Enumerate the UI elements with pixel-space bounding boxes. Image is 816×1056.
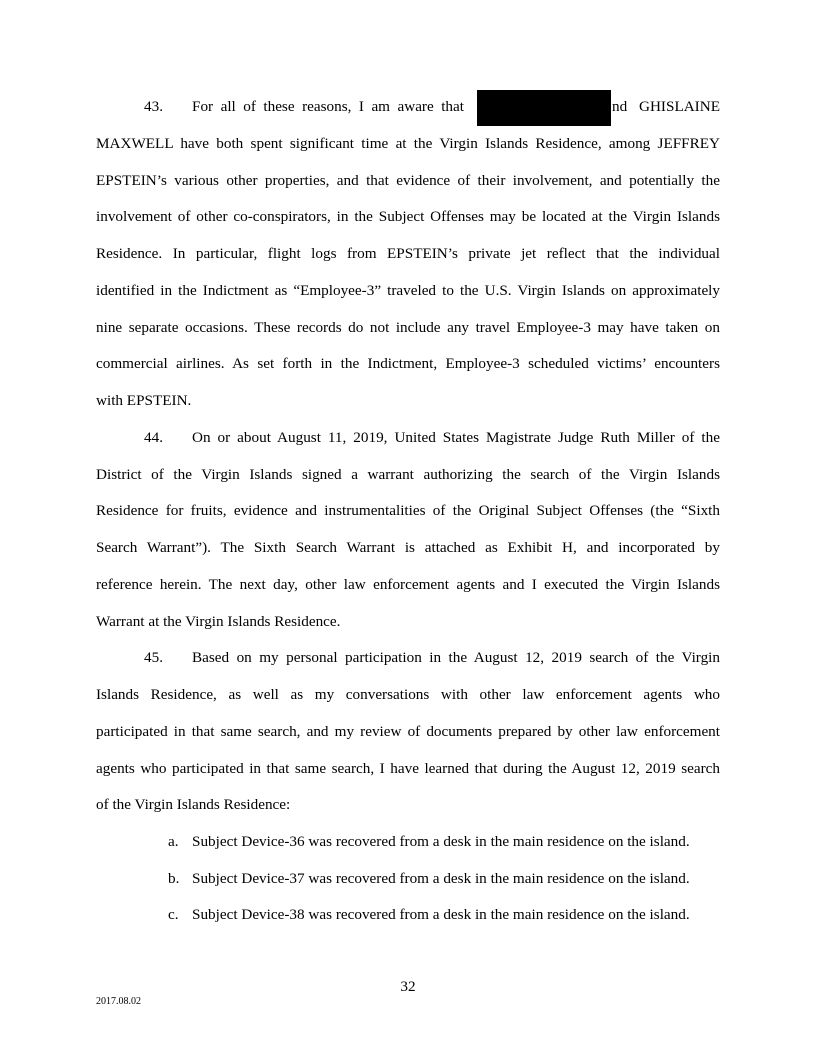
paragraph-43-line-4: involvement of other co-conspirators, in the Subject Offenses may be located at the Virgin Islands [96,208,720,225]
paragraph-43-line-7: nine separate occasions. These records do not include any travel Employee-3 may have taken on [96,319,720,336]
paragraph-43-line-8: commercial airlines. As set forth in the Indictment, Employee-3 scheduled victims’ encounters [96,355,720,372]
paragraph-number: 45. [144,649,163,666]
paragraph-43-line-6: identified in the Indictment as “Employee-3” traveled to the U.S. Virgin Islands on approximately [96,282,720,299]
list-item: b. Subject Device-37 was recovered from a desk in the main residence on the island. [168,870,690,887]
list-item: a. Subject Device-36 was recovered from a desk in the main residence on the island. [168,833,690,850]
paragraph-45-line-4: agents who participated in that same search, I have learned that during the August 12, 2019 search [96,760,720,777]
list-marker: a. [168,833,179,850]
list-marker: b. [168,870,180,887]
paragraph-43-line-5: Residence. In particular, flight logs from EPSTEIN’s private jet reflect that the individual [96,245,720,262]
paragraph-45-line-3: participated in that same search, and my review of documents prepared by other law enforcement [96,723,720,740]
paragraph-number: 44. [144,429,163,446]
paragraph-44-line-4: Search Warrant”). The Sixth Search Warrant is attached as Exhibit H, and incorporated by [96,539,720,556]
paragraph-44-line-6: Warrant at the Virgin Islands Residence. [96,613,341,630]
paragraph-44-line-2: District of the Virgin Islands signed a warrant authorizing the search of the Virgin Islands [96,466,720,483]
paragraph-43-line-1: 43. For all of these reasons, I am aware that [144,98,464,115]
paragraph-45-line-2: Islands Residence, as well as my conversations with other law enforcement agents who [96,686,720,703]
paragraph-44-line-3: Residence for fruits, evidence and instrumentalities of the Original Subject Offenses (the “Sixth [96,502,720,519]
redaction-box [477,90,611,126]
list-item: c. Subject Device-38 was recovered from a desk in the main residence on the island. [168,906,690,923]
paragraph-45-line-5: of the Virgin Islands Residence: [96,796,291,813]
paragraph-43-line-9: with EPSTEIN. [96,392,192,409]
paragraph-44-line-5: reference herein. The next day, other law enforcement agents and I executed the Virgin Islands [96,576,720,593]
paragraph-number: 43. [144,98,163,115]
paragraph-43-line-1-end: nd GHISLAINE [612,98,720,115]
list-marker: c. [168,906,179,923]
paragraph-43-line-2: MAXWELL have both spent significant time at the Virgin Islands Residence, among JEFFREY [96,135,720,152]
footer-date: 2017.08.02 [96,996,141,1007]
paragraph-45-line-1: 45. Based on my personal participation in the August 12, 2019 search of the Virgin [144,649,720,666]
paragraph-43-line-3: EPSTEIN’s various other properties, and that evidence of their involvement, and potentially the [96,172,720,189]
paragraph-44-line-1: 44. On or about August 11, 2019, United States Magistrate Judge Ruth Miller of the [144,429,720,446]
page-number: 32 [400,978,416,995]
